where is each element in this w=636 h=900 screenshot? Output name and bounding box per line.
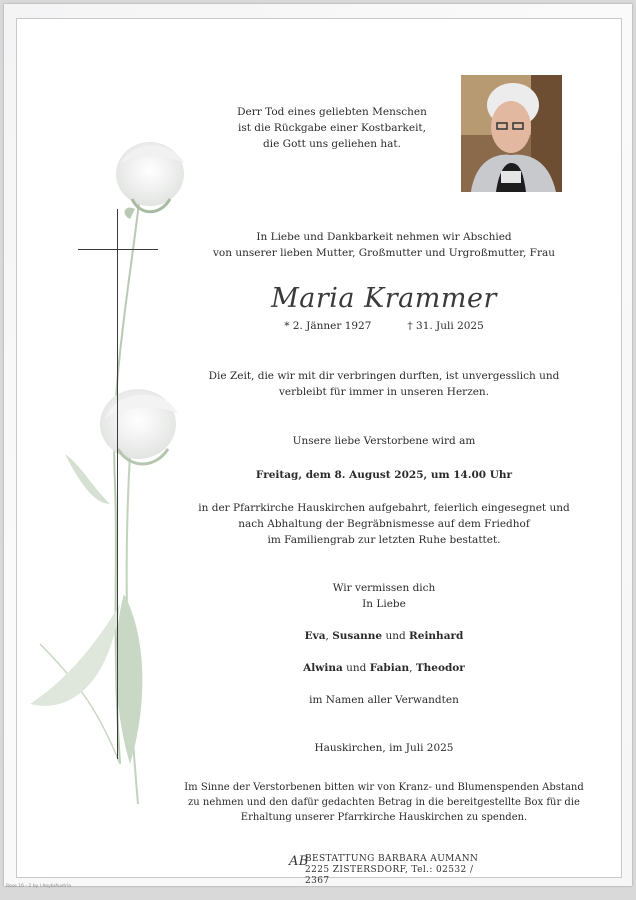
miss-line: Wir vermissen dich bbox=[332, 582, 436, 594]
separator: , bbox=[409, 662, 416, 674]
donation-line: Erhaltung unserer Pfarrkirche Hauskirchen zu spenden. bbox=[240, 812, 528, 823]
mourner-name: Eva bbox=[304, 630, 326, 642]
memory-block bbox=[154, 368, 614, 400]
quote-line: ist die Rückgabe einer Kostbarkeit, bbox=[238, 122, 426, 134]
mourner-name: Susanne bbox=[332, 630, 383, 642]
print-reference: Rose 16 - 2 by l Aoyb/Austria bbox=[6, 884, 72, 889]
ceremony-line: in der Pfarrkirche Hauskirchen aufgebahrt, feierlich eingesegnet und bbox=[198, 502, 570, 514]
mourners-line-2 bbox=[154, 660, 614, 676]
donation-line: Im Sinne der Verstorbenen bitten wir von Kranz- und Blumenspenden Abstand bbox=[184, 782, 584, 793]
ceremony-line: im Familiengrab zur letzten Ruhe bestattet. bbox=[267, 534, 501, 546]
separator: und bbox=[342, 662, 370, 674]
quote-line: Derr Tod eines geliebten Menschen bbox=[237, 106, 427, 118]
mourner-name: Fabian bbox=[369, 662, 410, 674]
death-date: † 31. Juli 2025 bbox=[407, 320, 484, 332]
cross-horizontal bbox=[78, 249, 158, 250]
funeral-home-logo: AB bbox=[289, 854, 309, 869]
mourners-line-1 bbox=[154, 628, 614, 644]
miss-line: In Liebe bbox=[362, 598, 406, 610]
quote-block bbox=[212, 104, 452, 152]
donation-block bbox=[154, 780, 614, 825]
intro-block bbox=[154, 229, 614, 261]
funeral-home-address: 2225 ZISTERSDORF, Tel.: 02532 / 2367 bbox=[305, 865, 474, 886]
separator: , bbox=[325, 630, 333, 642]
announce-line: Unsere liebe Verstorbene wird am bbox=[292, 435, 476, 447]
miss-block bbox=[154, 580, 614, 612]
birth-date: * 2. Jänner 1927 bbox=[284, 320, 372, 332]
intro-line: In Liebe und Dankbarkeit nehmen wir Abschied bbox=[256, 231, 512, 243]
mourner-name: Alwina bbox=[303, 662, 343, 674]
intro-line: von unserer lieben Mutter, Großmutter und Urgroßmutter, Frau bbox=[213, 247, 555, 259]
ceremony-line: nach Abhaltung der Begräbnismesse auf dem Friedhof bbox=[238, 518, 530, 530]
separator: und bbox=[382, 630, 410, 642]
funeral-date: Freitag, dem 8. August 2025, um 14.00 Uhr bbox=[255, 469, 513, 481]
life-dates bbox=[154, 318, 614, 334]
funeral-home-footer bbox=[289, 854, 489, 887]
mourner-name: Reinhard bbox=[409, 630, 464, 642]
ceremony-block bbox=[154, 500, 614, 548]
donation-line: zu nehmen und den dafür gedachten Betrag in die bereitgestellte Box für die bbox=[188, 797, 580, 808]
place-date: Hauskirchen, im Juli 2025 bbox=[314, 742, 454, 754]
memory-line: verbleibt für immer in unseren Herzen. bbox=[278, 386, 490, 398]
quote-line: die Gott uns geliehen hat. bbox=[263, 138, 401, 150]
mourner-name: Theodor bbox=[415, 662, 465, 674]
memory-line: Die Zeit, die wir mit dir verbringen durften, ist unvergesslich und bbox=[208, 370, 560, 382]
deceased-name: Maria Krammer bbox=[271, 283, 497, 314]
relatives-line: im Namen aller Verwandten bbox=[309, 694, 459, 706]
cross-vertical bbox=[117, 209, 118, 759]
obituary-sheet bbox=[4, 4, 632, 886]
funeral-home-name: BESTATTUNG BARBARA AUMANN bbox=[305, 854, 479, 864]
portrait-photo bbox=[461, 75, 562, 192]
